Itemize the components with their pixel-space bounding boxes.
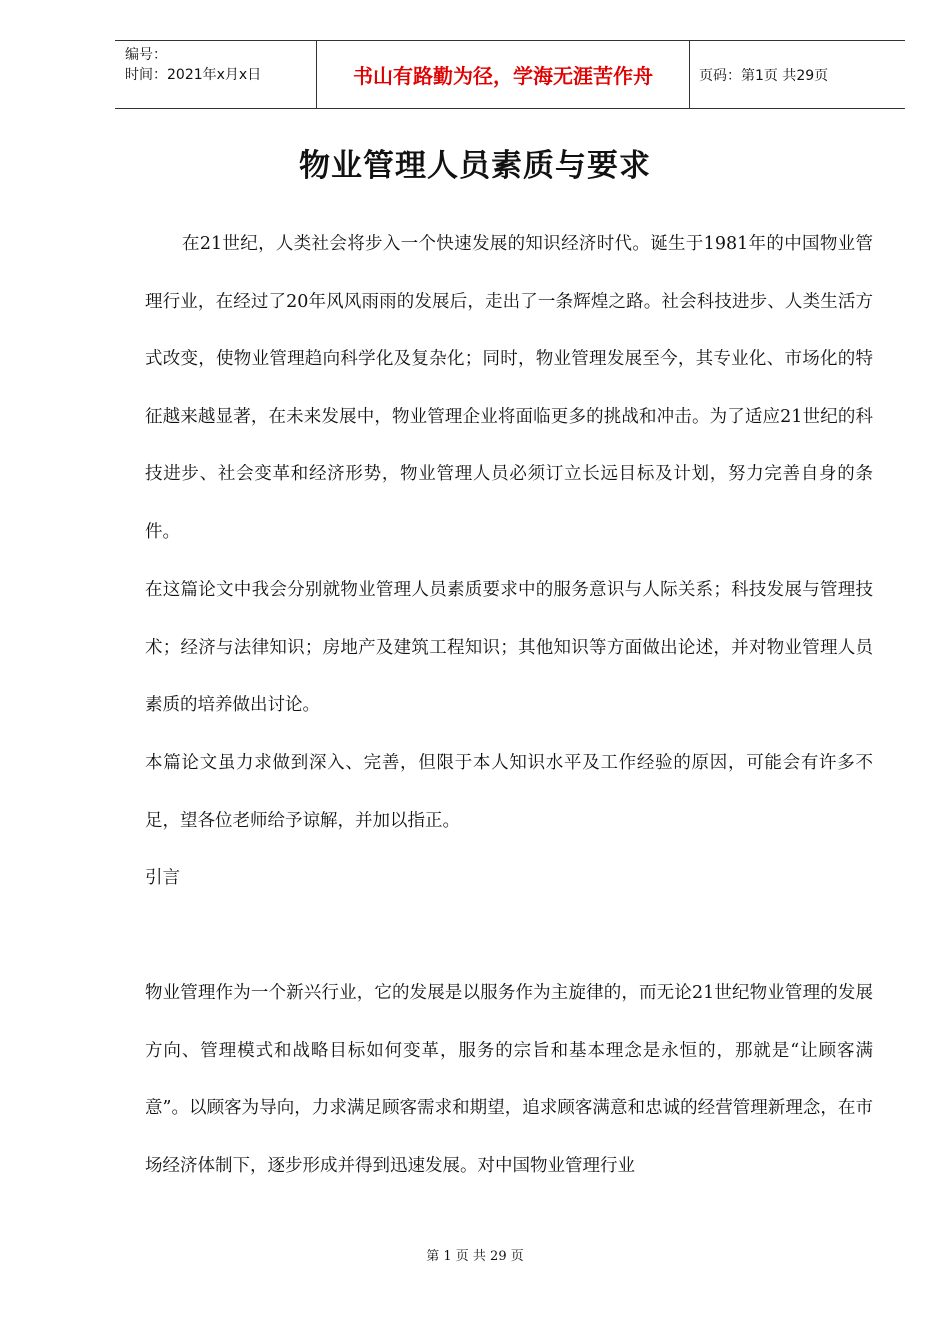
header-page-info: 页码：第1页 共29页: [699, 67, 829, 84]
paragraph-disclaimer: 本篇论文虽力求做到深入、完善，但限于本人知识水平及工作经验的原因，可能会有许多不足，望各位老师给予谅解，并加以指正。: [145, 753, 873, 831]
page-footer: 第 1 页 共 29 页: [426, 1249, 524, 1264]
document-header: [115, 40, 905, 109]
header-motto: 书山有路勤为径，学海无涯苦作舟: [317, 41, 690, 108]
document-title: 物业管理人员素质与要求: [299, 148, 651, 184]
number-label: 编号：: [125, 47, 167, 63]
time-label: 时间：2021年x月x日: [125, 67, 262, 83]
paragraph-body: 物业管理作为一个新兴行业，它的发展是以服务作为主旋律的，而无论21世纪物业管理的发展方向、管理模式和战略目标如何变革，服务的宗旨和基本理念是永恒的，那就是“让顾客满意”。以顾客为导向，力求满足顾客需求和期望，追求顾客满意和忠诚的经营管理新理念，在市场经济体制下，逐步形成并得到迅速发展。对中国物业管理行业: [145, 983, 873, 1176]
paragraph-intro: 在21世纪，人类社会将步入一个快速发展的知识经济时代。诞生于1981年的中国物业管理行业，在经过了20年风风雨雨的发展后，走出了一条辉煌之路。社会科技进步、人类生活方式改变，使物业管理趋向科学化及复杂化；同时，物业管理发展至今，其专业化、市场化的特征越来越显著，在未来发展中，物业管理企业将面临更多的挑战和冲击。为了适应21世纪的科技进步、社会变革和经济形势，物业管理人员必须订立长远目标及计划，努力完善自身的条件。: [145, 234, 873, 542]
header-meta: [115, 41, 317, 108]
section-heading-introduction: 引言: [145, 868, 180, 888]
paragraph-outline: 在这篇论文中我会分别就物业管理人员素质要求中的服务意识与人际关系；科技发展与管理技术；经济与法律知识；房地产及建筑工程知识；其他知识等方面做出论述，并对物业管理人员素质的培养做出讨论。: [145, 580, 873, 715]
